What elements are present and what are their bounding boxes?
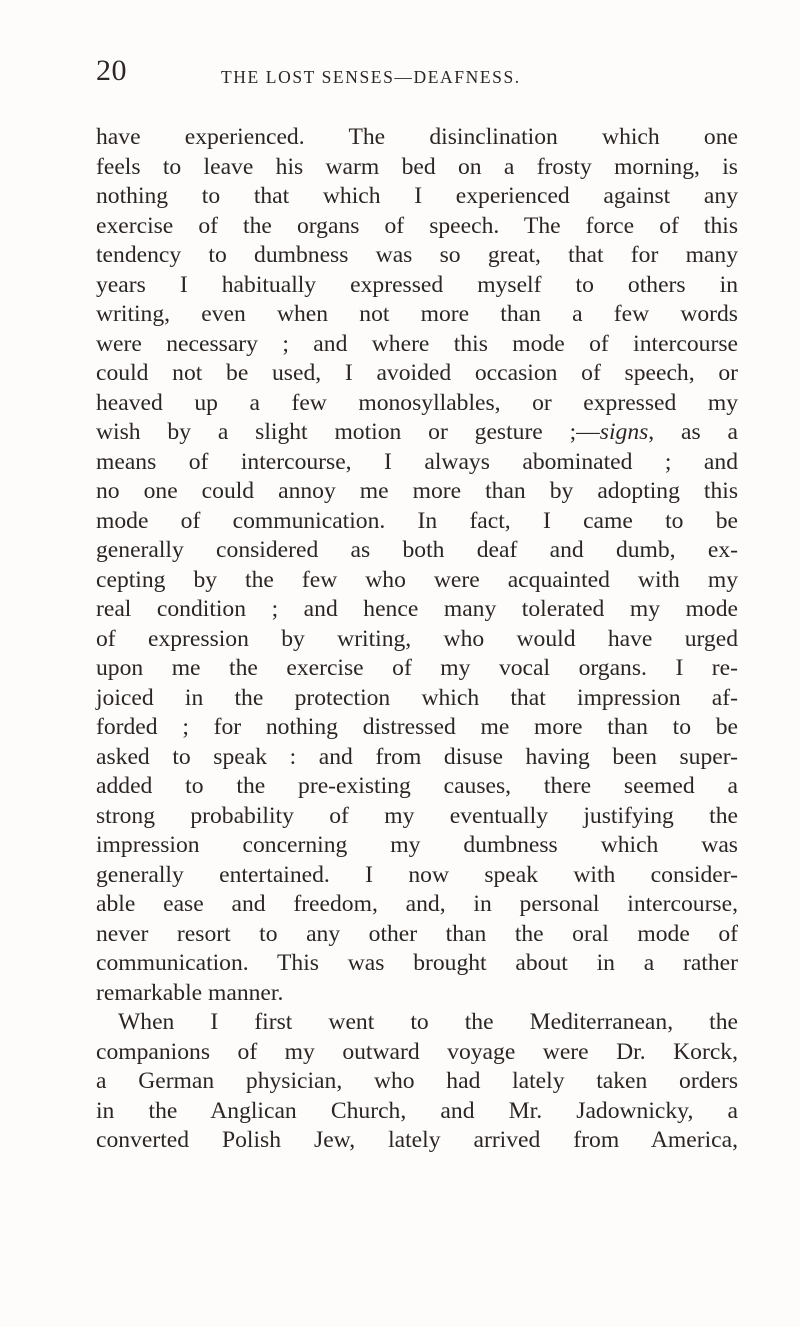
text-line: added to the pre-existing causes, there seemed a <box>96 773 738 799</box>
text-line: converted Polish Jew, lately arrived from America, <box>96 1127 738 1153</box>
text-segment: wish by a slight motion or gesture ;— <box>96 419 600 445</box>
page-number: 20 <box>96 54 127 87</box>
text-line: writing, even when not more than a few words <box>96 301 738 327</box>
text-line: of expression by writing, who would have urged <box>96 625 738 652</box>
italic-word: signs <box>599 419 649 445</box>
text-line: real condition ; and hence many tolerated my mode <box>96 596 738 622</box>
running-title: THE LOST SENSES—DEAFNESS. <box>221 67 521 87</box>
text-line: When I first went to the Mediterranean, the <box>118 1009 738 1035</box>
text-line: could not be used, I avoided occasion of speech, or <box>96 360 738 386</box>
text-line: communication. This was brought about in a rather <box>96 950 738 976</box>
text-line: upon me the exercise of my vocal organs. I re- <box>96 655 738 681</box>
text-line: nothing to that which I experienced against any <box>96 183 738 209</box>
text-line-with-italic <box>96 418 738 448</box>
text-line: in the Anglican Church, and Mr. Jadownicky, a <box>96 1097 738 1124</box>
text-line: impression concerning my dumbness which was <box>96 832 738 858</box>
text-line: cepting by the few who were acquainted with my <box>96 566 738 593</box>
text-line: tendency to dumbness was so great, that for many <box>96 242 738 268</box>
text-segment: , as a <box>648 419 739 445</box>
text-line: years I habitually expressed myself to others in <box>96 271 738 298</box>
running-head <box>96 56 736 96</box>
text-line: mode of communication. In fact, I came to be <box>96 507 738 534</box>
text-line: feels to leave his warm bed on a frosty morning, is <box>96 153 738 180</box>
text-line: forded ; for nothing distressed me more than to be <box>96 714 738 740</box>
text-line: no one could annoy me more than by adopting this <box>96 478 738 504</box>
text-line: strong probability of my eventually justifying the <box>96 802 738 829</box>
text-line: never resort to any other than the oral mode of <box>96 920 738 947</box>
text-line: joiced in the protection which that impression af- <box>96 684 738 711</box>
text-line: exercise of the organs of speech. The force of this <box>96 212 738 239</box>
text-line: have experienced. The disinclination which one <box>96 124 738 150</box>
text-line: means of intercourse, I always abominated ; and <box>96 448 738 475</box>
text-line: generally entertained. I now speak with consider- <box>96 861 738 888</box>
text-line: remarkable manner. <box>96 979 284 1006</box>
body-text <box>96 123 738 1156</box>
text-line: heaved up a few monosyllables, or expressed my <box>96 389 738 416</box>
text-line: were necessary ; and where this mode of intercourse <box>96 330 738 357</box>
text-line: able ease and freedom, and, in personal intercourse, <box>96 891 738 917</box>
text-line: generally considered as both deaf and dumb, ex- <box>96 537 738 563</box>
text-line: a German physician, who had lately taken orders <box>96 1068 738 1094</box>
text-line: asked to speak : and from disuse having been super- <box>96 743 738 770</box>
text-line: companions of my outward voyage were Dr. Korck, <box>96 1038 738 1065</box>
